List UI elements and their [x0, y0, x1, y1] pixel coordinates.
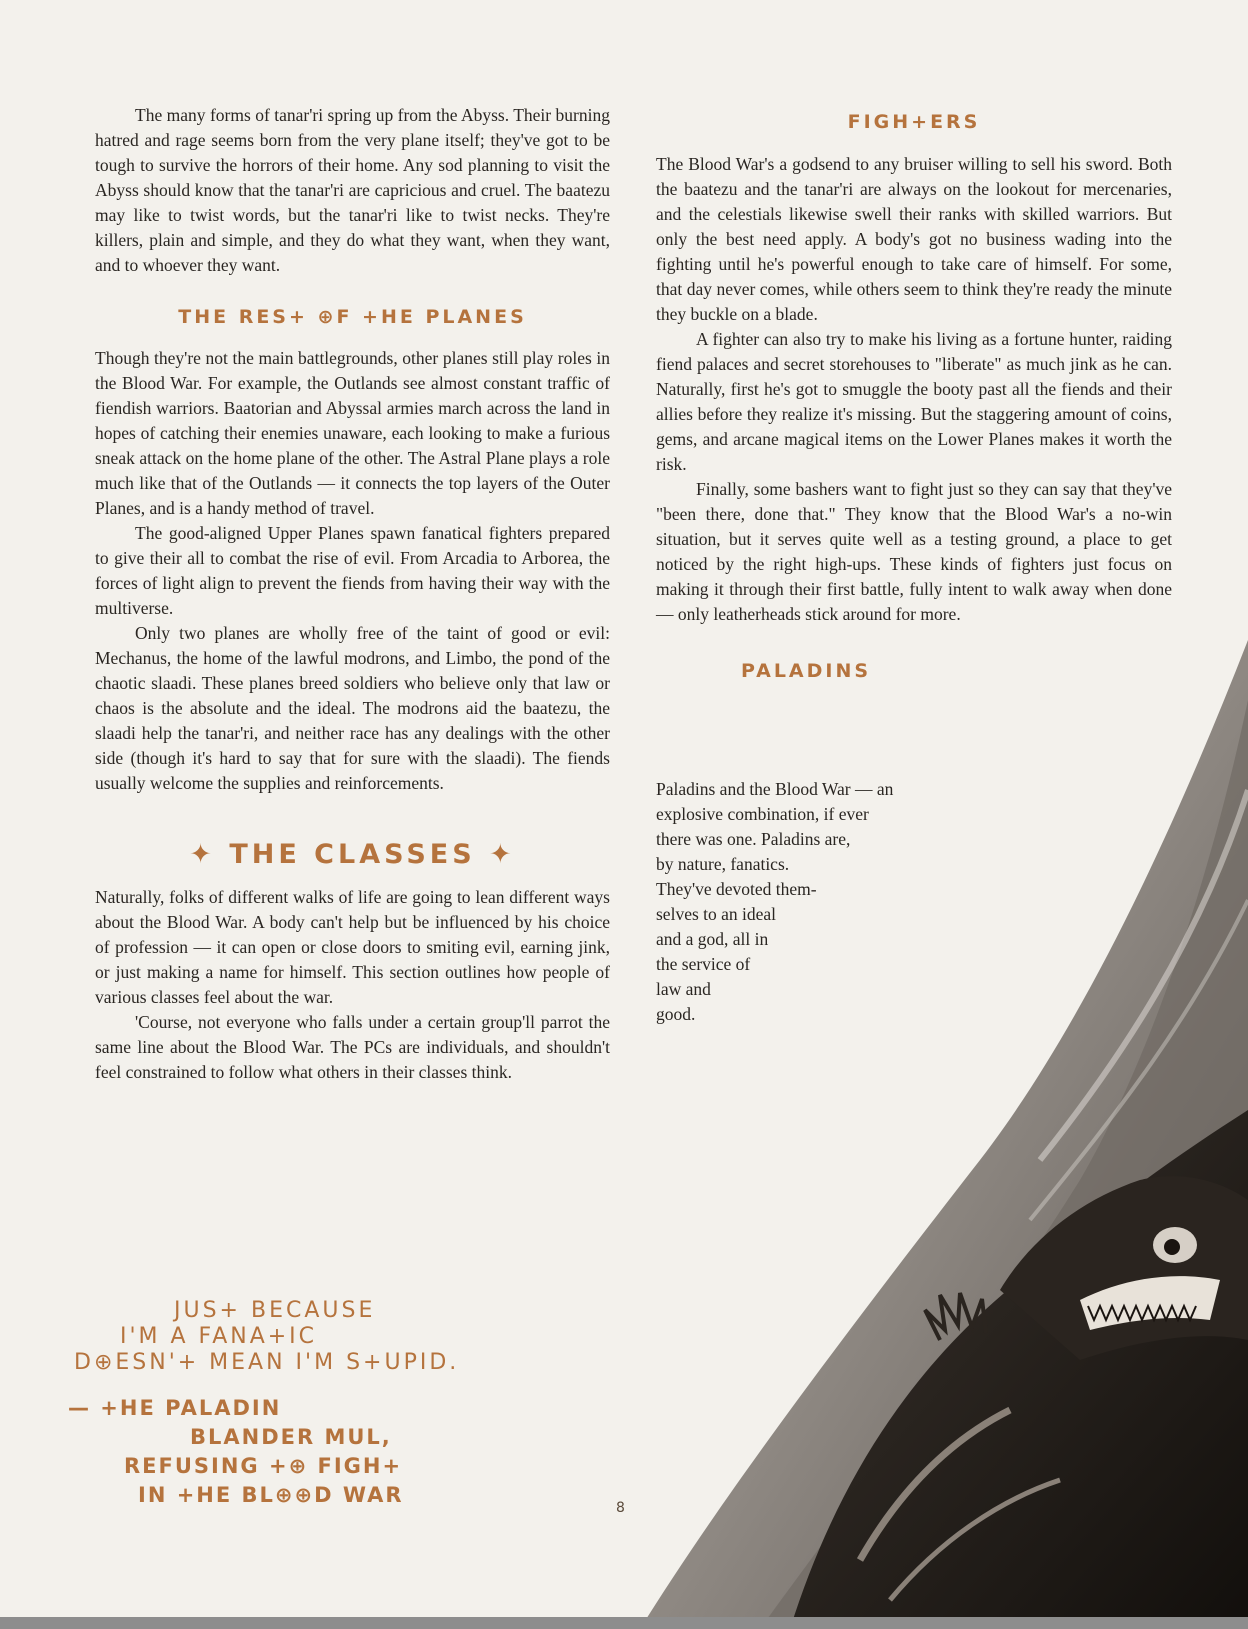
attribution-line: REFUSING +⊕ FIGH+	[124, 1454, 403, 1478]
paladins-line: good.	[656, 1004, 696, 1024]
quote-line: I'M A FANA+IC	[120, 1324, 318, 1349]
classes-paragraph: Naturally, folks of different walks of life are going to lean different ways about the Blood War. A body can't help but be influenced by his choice of profession — it can open or close doors to smiting evil, earning jink, or just making a name for himself. This section outlines how people of various classes feel about the war.	[95, 887, 610, 1007]
classes-heading: ✦ THE CLASSES ✦	[189, 839, 516, 870]
paladins-line: law and	[656, 979, 711, 999]
paladins-line: by nature, fanatics.	[656, 854, 790, 874]
fighters-paragraph: A fighter can also try to make his living as a fortune hunter, raiding fiend palaces and secret storehouses to "liberate" as much jink as he can. Naturally, first he's got to smuggle the booty past all the fiends and their allies before they realize it's missing. But the staggering amount of coins, gems, and arcane magical items on the Lower Planes makes it worth the risk.	[656, 329, 1172, 474]
rest-paragraph: Though they're not the main battlegrounds, other planes still play roles in the Blood War. For example, the Outlands see almost constant traffic of fiendish warriors. Baatorian and Abyssal armies march across the land in hopes of catching their enemies unaware, each looking to make a furious sneak attack on the home plane of the other. The Astral Plane plays a role much like that of the Outlands — it connects the top layers of the Outer Planes, and is a handy method of travel.	[95, 348, 610, 518]
paladins-line: there was one. Paladins are,	[656, 829, 851, 849]
paladins-line: They've devoted them-	[656, 879, 817, 899]
right-column	[656, 111, 1172, 684]
attribution-line: — +HE PALADIN	[68, 1396, 282, 1420]
attribution-line: IN +HE BL⊕⊕D WAR	[138, 1483, 404, 1507]
paladins-heading: PALADINS	[740, 660, 872, 682]
page-number: 8	[616, 1500, 625, 1516]
scan-bottom-edge	[0, 1617, 1248, 1629]
paladins-line: Paladins and the Blood War — an	[656, 779, 894, 799]
paladins-line: the service of	[656, 954, 751, 974]
rest-paragraph: Only two planes are wholly free of the taint of good or evil: Mechanus, the home of the lawful modrons, and Limbo, the pond of the chaotic slaadi. These planes breed soldiers who believe only that law or chaos is the absolute and the ideal. The modrons aid the baatezu, the slaadi help the tanar'ri, and neither race has any dealings with the other side (though it's hard to say that for sure with the slaadi). The fiends usually welcome the supplies and reinforcements.	[95, 623, 610, 793]
paladins-paragraph	[656, 777, 956, 1027]
rest-paragraph: The good-aligned Upper Planes spawn fanatical fighters prepared to give their all to combat the rise of evil. From Arcadia to Arborea, the forces of light align to prevent the fiends from having their way with the multiverse.	[95, 523, 610, 618]
fighters-paragraph: Finally, some bashers want to fight just so they can say that they've "been there, done that." They know that the Blood War's a no-win situation, but it serves quite well as a testing ground, a place to get noticed by the right high-ups. These kinds of fighters just focus on making it through their first battle, fully intent to walk away when done — only leatherheads stick around for more.	[656, 479, 1172, 624]
paladins-line: explosive combination, if ever	[656, 804, 869, 824]
intro-paragraph: The many forms of tanar'ri spring up from the Abyss. Their burning hatred and rage seems born from the very plane itself; they've got to be tough to survive the horrors of their home. Any sod planning to visit the Abyss should know that the tanar'ri are capricious and cruel. The baatezu may like to twist words, but the tanar'ri like to twist necks. They're killers, plain and simple, and they do what they want, when they want, and to whoever they want.	[95, 105, 610, 275]
quote-line: JUS+ BECAUSE	[174, 1298, 376, 1323]
rest-of-planes-heading: THE RES+ ⊕F +HE PLANES	[178, 306, 527, 328]
left-column	[95, 103, 610, 1085]
paladins-line: selves to an ideal	[656, 904, 777, 924]
classes-paragraph: 'Course, not everyone who falls under a certain group'll parrot the same line about the Blood War. The PCs are individuals, and shouldn't feel constrained to follow what others in their classes think.	[95, 1012, 610, 1082]
paladin-quote	[60, 1298, 480, 1510]
quote-line: D⊕ESN'+ MEAN I'M S+UPID.	[74, 1350, 460, 1375]
fighters-heading: FIGH+ERS	[847, 111, 981, 133]
attribution-line: BLANDER MUL,	[190, 1425, 392, 1449]
paladins-line: and a god, all in	[656, 929, 769, 949]
fighters-paragraph: The Blood War's a godsend to any bruiser willing to sell his sword. Both the baatezu and the tanar'ri are always on the lookout for mercenaries, and the celestials likewise swell their ranks with skilled warriors. But only the best need apply. A body's got no business wading into the fighting until he's powerful enough to take care of himself. For some, that day never comes, while others seem to think they're ready the minute they buckle on a blade.	[656, 154, 1172, 324]
